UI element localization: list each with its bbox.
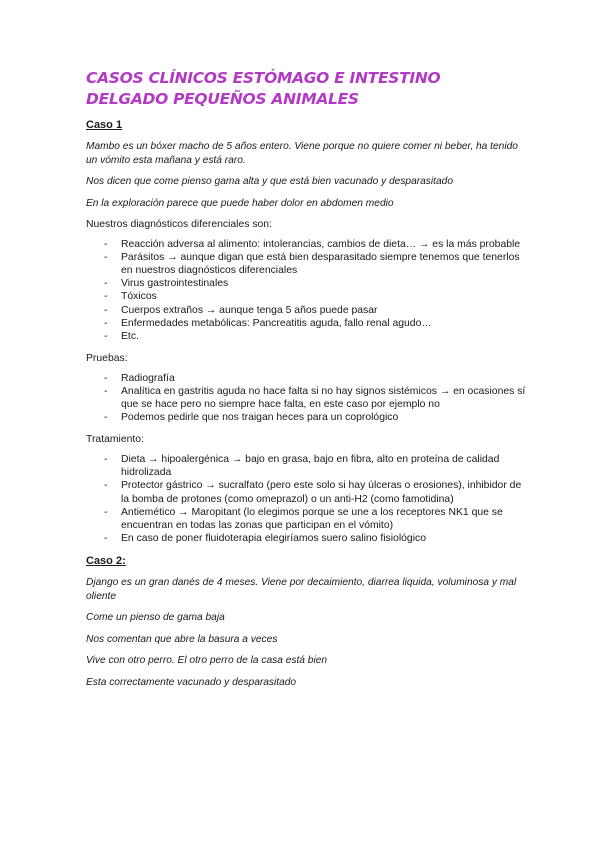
- diag-list: [86, 238, 526, 344]
- pruebas-label: Pruebas:: [86, 353, 128, 365]
- caso2-intro-4: Vive con otro perro. El otro perro de la casa está bien: [86, 655, 328, 667]
- list-item: - Etc.: [86, 330, 526, 343]
- document-title: [86, 68, 526, 110]
- list-item: - Cuerpos extraños → aunque tenga 5 años puede pasar: [86, 304, 526, 317]
- caso1-heading: Caso 1: [86, 119, 123, 131]
- list-item: - Tóxicos: [86, 290, 526, 303]
- list-item: - Dieta → hipoalergénica → bajo en grasa, bajo en fibra, alto en proteína de calidad hidrolizada: [86, 453, 526, 479]
- list-item: - En caso de poner fluidoterapia elegiríamos suero salino fisiológico: [86, 532, 526, 545]
- list-item: - Protector gástrico → sucralfato (pero este solo si hay úlceras o erosiones), inhibidor de la bomba de protones (como omeprazol) o un anti-H2 (como famotidina): [86, 479, 526, 505]
- list-item: - Antiemético → Maropitant (lo elegimos porque se une a los receptores NK1 que se encuentran en todas las zonas que participan en el vómito): [86, 506, 526, 532]
- caso2-intro-3: Nos comentan que abre la basura a veces: [86, 633, 278, 645]
- caso1-intro-2: Nos dicen que come pienso gama alta y que está bien vacunado y desparasitado: [86, 176, 453, 187]
- list-item: - Podemos pedirle que nos traigan heces para un coprológico: [86, 411, 526, 424]
- document-page: [86, 68, 526, 697]
- title-line-2: DELGADO PEQUEÑOS ANIMALES: [86, 90, 359, 108]
- caso2-intro-2: Come un pienso de gama baja: [86, 612, 225, 624]
- list-item: - Enfermedades metabólicas: Pancreatitis aguda, fallo renal agudo…: [86, 317, 526, 330]
- caso1-intro-1: Mambo es un bóxer macho de 5 años entero. Viene porque no quiere comer ni beber, ha tenido un vómito esta mañana y está raro.: [86, 141, 518, 166]
- list-item: - Parásitos → aunque digan que está bien desparasitado siempre tenemos que tenerlos en nuestros diagnósticos diferenciales: [86, 251, 526, 277]
- list-item: - Virus gastrointestinales: [86, 277, 526, 290]
- caso2-intro-1: Django es un gran danés de 4 meses. Viene por decaimiento, diarrea liquida, voluminosa y mal oliente: [86, 577, 517, 602]
- caso2-heading: Caso 2:: [86, 555, 126, 568]
- caso1-intro-3: En la exploración parece que puede haber dolor en abdomen medio: [86, 197, 394, 209]
- list-item: - Reacción adversa al alimento: intolerancias, cambios de dieta… → es la más probable: [86, 238, 526, 251]
- list-item: - Radiografía: [86, 372, 526, 385]
- title-line-1: CASOS CLÍNICOS ESTÓMAGO E INTESTINO: [86, 69, 441, 87]
- list-item: - Analítica en gastritis aguda no hace falta si no hay signos sistémicos → en ocasiones sí que se hace pero no siempre hace falta, en este caso por ejemplo no: [86, 385, 526, 411]
- pruebas-list: [86, 372, 526, 425]
- diag-label: Nuestros diagnósticos diferenciales son:: [86, 219, 272, 230]
- tratamiento-list: [86, 453, 526, 545]
- tratamiento-label: Tratamiento:: [86, 434, 144, 446]
- caso2-intro-5: Esta correctamente vacunado y desparasitado: [86, 676, 297, 688]
